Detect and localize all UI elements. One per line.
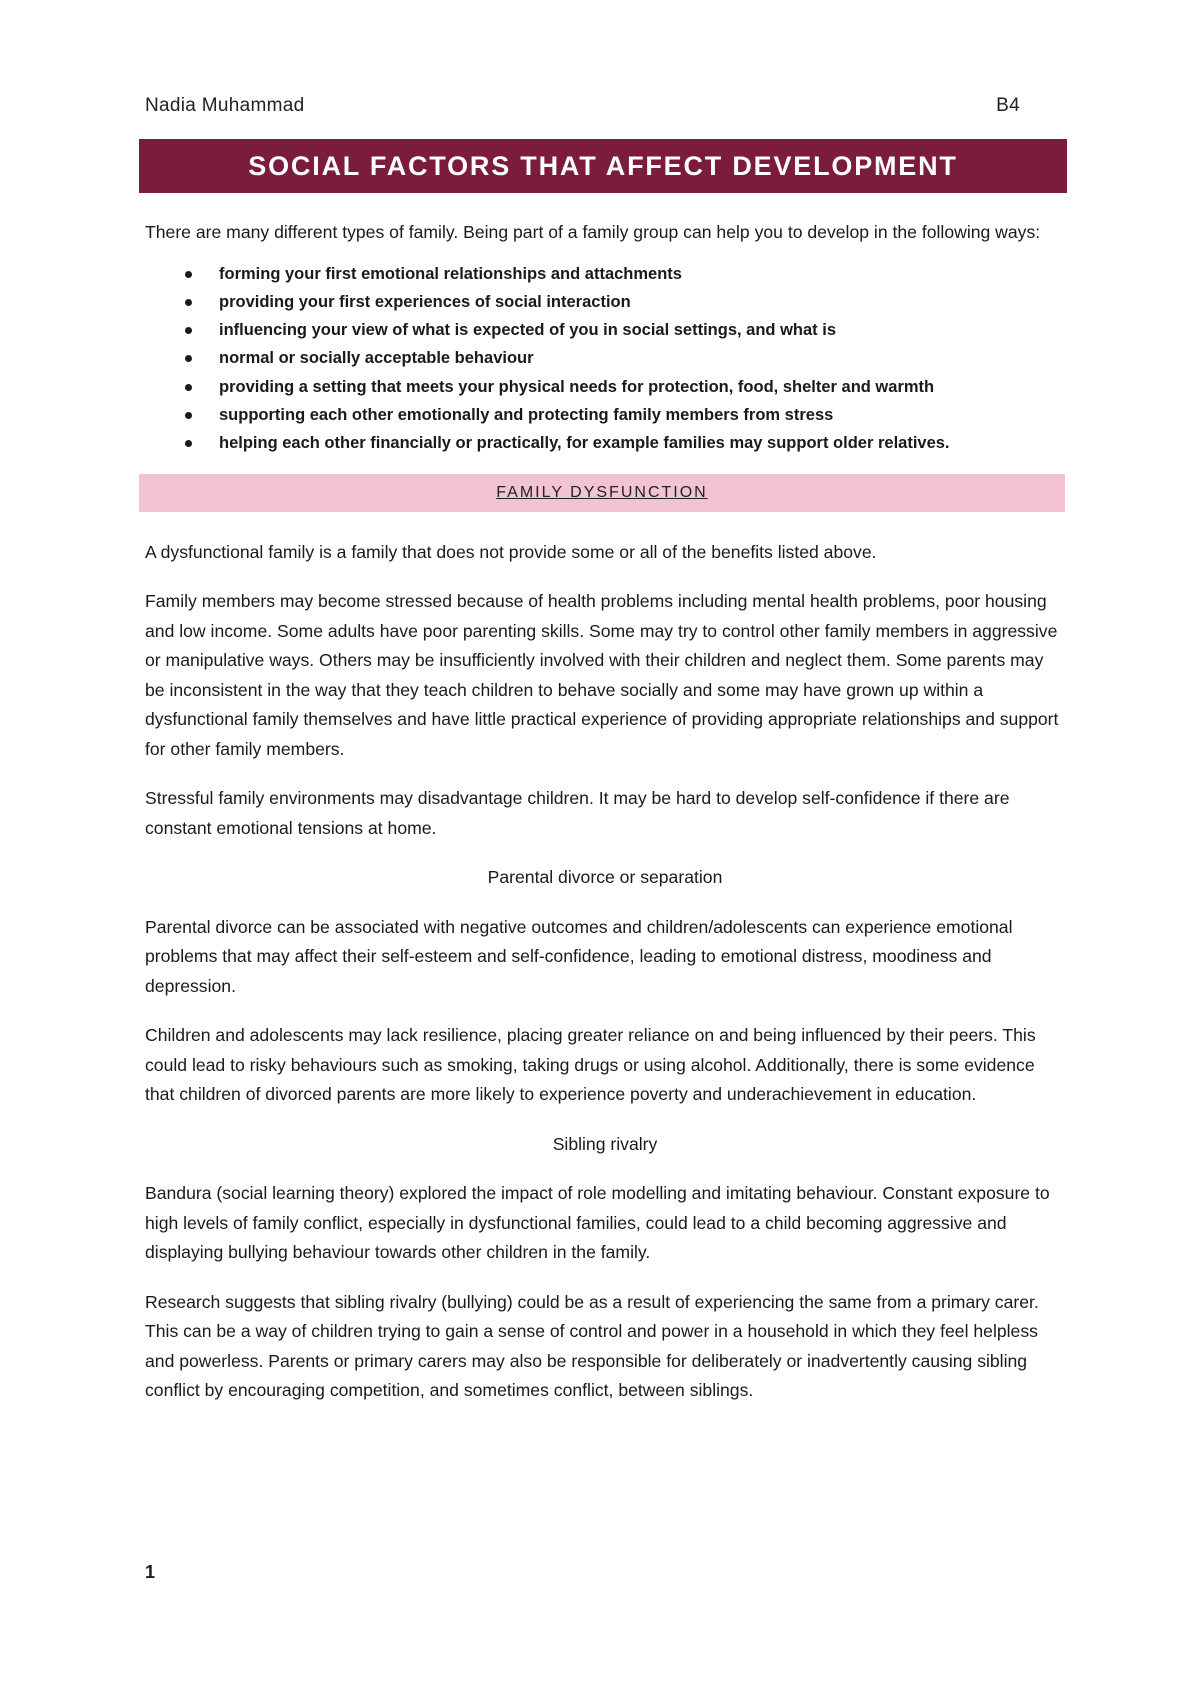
divorce-heading: Parental divorce or separation — [487, 867, 723, 888]
bullet-icon — [185, 355, 192, 362]
dysfunction-paragraph-1: A dysfunctional family is a family that does not provide some or all of the benefits listed above. — [145, 541, 877, 562]
list-item: providing your first experiences of social interaction — [145, 288, 1065, 316]
page-number: 1 — [145, 1562, 156, 1582]
bullet-icon — [185, 412, 192, 419]
section-heading: FAMILY DYSFUNCTION — [496, 483, 708, 501]
benefits-list — [145, 260, 1065, 458]
list-item: forming your first emotional relationships and attachments — [145, 260, 1065, 288]
list-item: providing a setting that meets your physical needs for protection, food, shelter and warmth — [145, 373, 1065, 401]
section-heading-bar — [139, 474, 1065, 512]
list-item: helping each other financially or practically, for example families may support older relatives. — [145, 429, 1065, 457]
divorce-paragraph-1: Parental divorce can be associated with negative outcomes and children/adolescents can experience emotional problems that may affect their self-esteem and self-confidence, leading to emotional distress, moodiness and depression. — [145, 916, 1013, 996]
sibling-paragraph-2: Research suggests that sibling rivalry (bullying) could be as a result of experiencing the same from a primary carer. This can be a way of children trying to gain a sense of control and power in a household in which they feel helpless and powerless. Parents or primary carers may also be responsible for deliberately or inadvertently causing sibling conflict by encouraging competition, and sometimes conflict, between siblings. — [145, 1291, 1039, 1401]
sibling-heading: Sibling rivalry — [552, 1133, 658, 1154]
list-item: supporting each other emotionally and protecting family members from stress — [145, 401, 1065, 429]
intro-paragraph: There are many different types of family. Being part of a family group can help you to develop in the following ways: — [145, 222, 1041, 242]
sibling-paragraph-1: Bandura (social learning theory) explored the impact of role modelling and imitating behaviour. Constant exposure to high levels of family conflict, especially in dysfunctional families, could lead to a child becoming aggressive and displaying bullying behaviour towards other children in the family. — [145, 1183, 1050, 1263]
dysfunction-paragraph-2: Family members may become stressed because of health problems including mental health problems, poor housing and low income. Some adults have poor parenting skills. Some may try to control other family members in aggressive or manipulative ways. Others may be insufficiently involved with their children and neglect them. Some parents may be inconsistent in the way that they teach children to behave socially and some may have grown up within a dysfunctional family themselves and have little practical experience of providing appropriate relationships and support for other family members. — [145, 591, 1059, 759]
document-title: SOCIAL FACTORS THAT AFFECT DEVELOPMENT — [248, 150, 958, 181]
bullet-icon — [185, 299, 192, 306]
header-author: Nadia Muhammad — [145, 95, 305, 116]
header-code: B4 — [996, 95, 1020, 116]
document-title-bar — [139, 139, 1067, 193]
dysfunction-paragraph-3: Stressful family environments may disadvantage children. It may be hard to develop self-confidence if there are constant emotional tensions at home. — [145, 788, 1010, 838]
list-item: influencing your view of what is expected of you in social settings, and what is — [145, 316, 1065, 344]
divorce-paragraph-2: Children and adolescents may lack resilience, placing greater reliance on and being influenced by their peers. This could lead to risky behaviours such as smoking, taking drugs or using alcohol. Additionally, there is some evidence that children of divorced parents are more likely to experience poverty and underachievement in education. — [145, 1025, 1036, 1105]
list-item: normal or socially acceptable behaviour — [145, 344, 1065, 372]
bullet-icon — [185, 271, 192, 278]
document-body — [145, 218, 1065, 1426]
bullet-icon — [185, 327, 192, 334]
page-header — [145, 95, 1020, 117]
bullet-icon — [185, 384, 192, 391]
bullet-icon — [185, 440, 192, 447]
